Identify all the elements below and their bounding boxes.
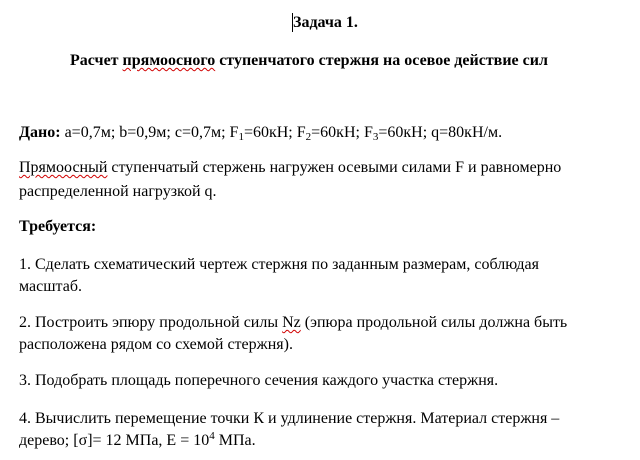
given-a-b-c: a=0,7м; b=0,9м; c=0,7м; F	[60, 124, 239, 141]
required-heading: Требуется:	[19, 218, 97, 235]
step-4-line-1: 4. Вычислить перемещение точки К и удлинение стержня. Материал стержня –	[19, 410, 560, 427]
f3-subscript: 3	[372, 131, 379, 143]
modulus-exponent: 4	[209, 430, 215, 442]
step-4-unit: МПа.	[214, 432, 256, 449]
step-2-line-1	[19, 313, 567, 333]
step-2-after: (эпюра продольной силы должна быть	[300, 314, 568, 331]
subtitle-after: ступенчатого стержня на осевое действие сил	[215, 52, 548, 69]
description-line-1-rest: ступенчатый стержень нагружен осевыми силами F и равномерно	[107, 159, 562, 176]
f1-subscript: 1	[238, 131, 244, 143]
step-1-line-1: 1. Сделать схематический чертеж стержня по заданным размерам, соблюдая	[19, 256, 539, 273]
given-label: Дано:	[19, 124, 61, 141]
description-line-2: распределенной нагрузкой q.	[19, 183, 217, 200]
f2-subscript: 2	[305, 131, 312, 143]
f3-q-value: =60кН; q=80кН/м.	[378, 124, 503, 141]
f2-value: =60кН; F	[311, 124, 373, 141]
step-4-material: дерево; [σ]= 12 МПа, E = 10	[19, 432, 210, 449]
f1-value: =60кН; F	[243, 124, 306, 141]
step-4-line-2	[19, 431, 256, 451]
given-data	[19, 123, 502, 143]
description-line-1	[19, 158, 561, 178]
step-3: 3. Подобрать площадь поперечного сечения каждого участка стержня.	[19, 372, 499, 389]
description-misspelled-word: Прямоосный	[19, 159, 108, 176]
task-subtitle	[70, 51, 548, 71]
subtitle-misspelled-word: прямоосного	[122, 52, 216, 69]
step-2-misspelled-word: Nz	[282, 314, 301, 331]
step-2-line-2: расположена рядом со схемой стержня).	[19, 336, 293, 353]
step-1-line-2: масштаб.	[19, 278, 82, 295]
task-title: Задача 1.	[293, 14, 358, 31]
subtitle-before: Расчет	[70, 52, 123, 69]
step-2-before: 2. Построить эпюру продольной силы	[19, 314, 283, 331]
